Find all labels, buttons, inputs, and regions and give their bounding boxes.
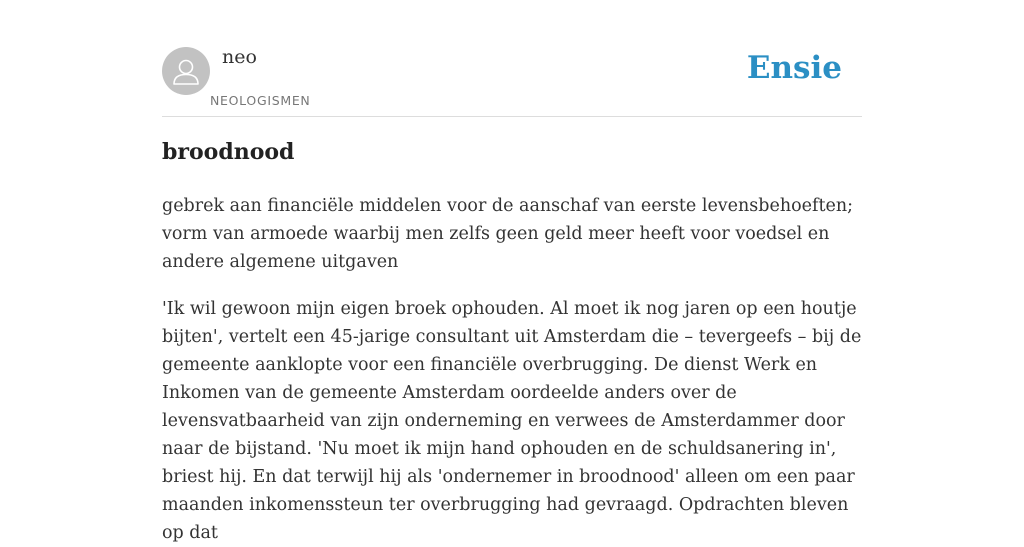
entry-header: [162, 46, 862, 117]
brand-logo[interactable]: Ensie: [746, 50, 842, 86]
entry-definition: gebrek aan financiële middelen voor de aanschaf van eerste levensbehoeften; vorm van armoede waarbij men zelfs geen geld meer heeft voor voedsel en andere algemene uitgaven: [162, 196, 854, 272]
author-name[interactable]: neo: [222, 46, 257, 68]
user-icon: [162, 47, 210, 95]
avatar[interactable]: [162, 47, 210, 95]
entry-example: 'Ik wil gewoon mijn eigen broek ophouden. Al moet ik nog jaren op een houtje bijten', vertelt een 45-jarige consultant uit Amsterdam die – tevergeefs – bij de gemeente aanklopte voor een financiële overbrugging. De dienst Werk en Inkomen van de gemeente Amsterdam oordeelde anders over de levensvatbaarheid van zijn onderneming en verwees de Amsterdammer door naar de bijstand. 'Nu moet ik mijn hand ophouden en de schuldsanering in', briest hij. En dat terwijl hij als 'ondernemer in broodnood' alleen om een paar maanden inkomenssteun ter overbrugging had gevraagd. Opdrachten bleven op dat: [162, 299, 862, 543]
entry-title: broodnood: [162, 139, 295, 165]
category-label[interactable]: NEOLOGISMEN: [210, 93, 311, 108]
